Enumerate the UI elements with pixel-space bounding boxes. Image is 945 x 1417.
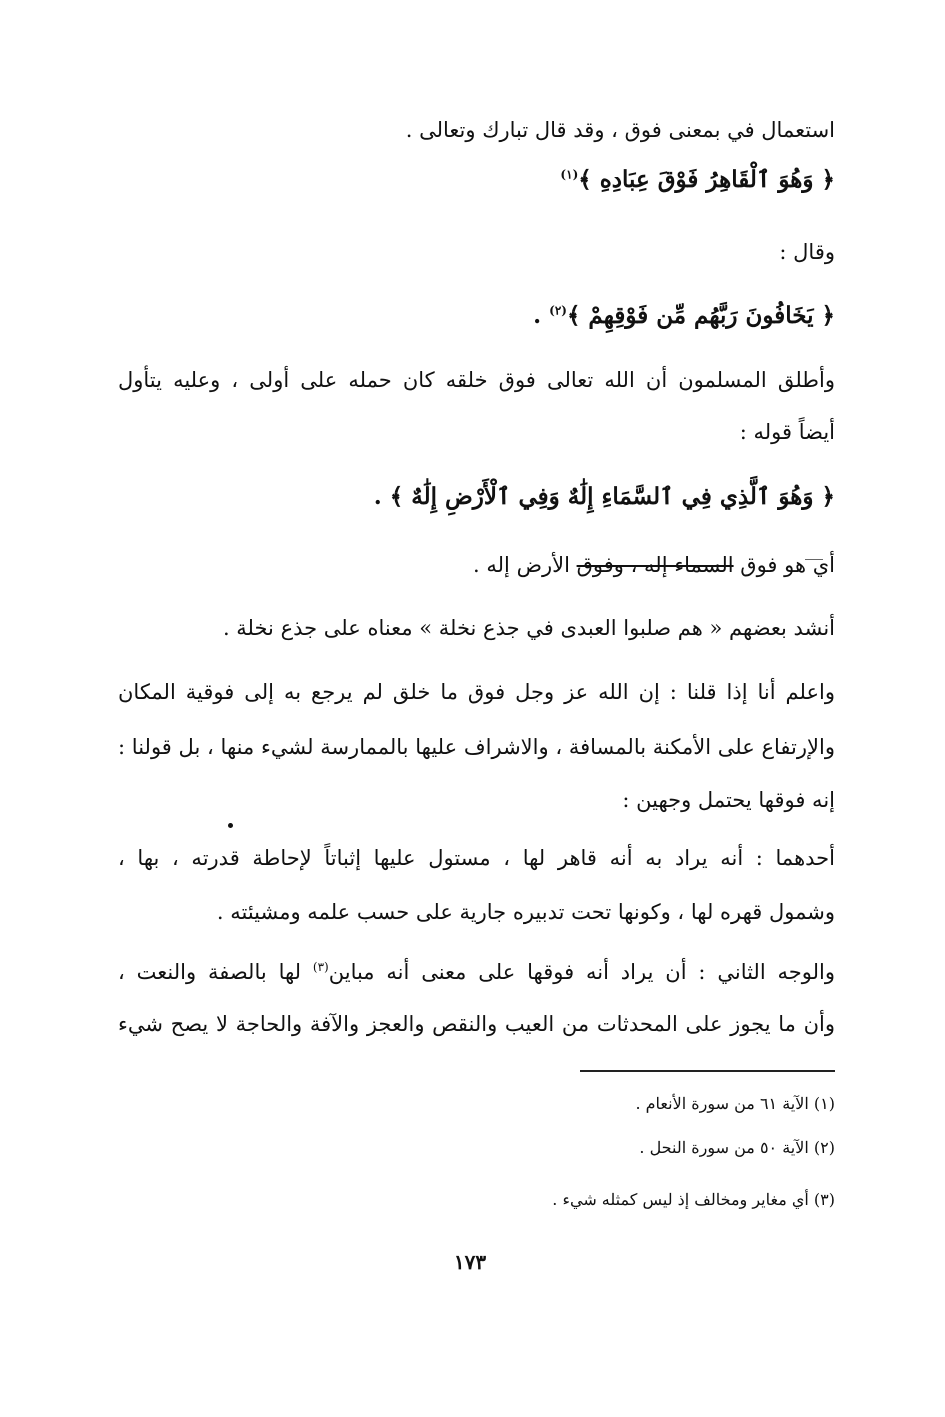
text-line: [406, 118, 835, 142]
text-line: [740, 420, 835, 444]
verse-text: ﴿ وَهُوَ ٱلَّذِي فِي ٱلسَّمَاءِ إِلَٰهٌ وَفِي ٱلْأَرْضِ إِلَٰهٌ ﴾ .: [373, 483, 835, 510]
text-line: [779, 240, 835, 264]
text-line: [223, 616, 835, 640]
line-text: وشمول قهره لها ، وكونها تحت تدبيره جارية على حسب علمه ومشيئته .: [216, 900, 835, 924]
quran-verse: [374, 483, 835, 510]
text-line: [473, 553, 835, 577]
quran-verse: [533, 302, 835, 329]
footnote-separator: [580, 1070, 835, 1072]
text-line: [118, 960, 835, 984]
footnote-text: (١) الآية ٦١ من سورة الأنعام .: [635, 1094, 835, 1113]
text-line: [118, 1012, 835, 1036]
verse-text: ﴿ يَخَافُونَ رَبَّهُم مِّن فَوْقِهِمْ ﴾: [566, 302, 835, 329]
line-text: وأن ما يجوز على المحدثات من العيب والنقص والعجز والآفة والحاجة لا يصح شيء: [118, 1012, 835, 1036]
text-line: [118, 680, 835, 704]
footnote-marker: (١): [560, 167, 579, 182]
line-text: لها بالصفة والنعت ،: [118, 960, 313, 984]
footnote: [635, 1094, 835, 1113]
footnote: [552, 1190, 835, 1209]
line-text: والإرتفاع على الأمكنة بالمسافة ، والاشراف عليها بالممارسة لشيء منها ، بل قولنا :: [118, 735, 835, 759]
footnote-marker: (٣): [312, 960, 329, 974]
text-line: [622, 788, 835, 812]
footnote: [639, 1138, 835, 1157]
line-text: واعلم أنا إذا قلنا : إن الله عز وجل فوق ما خلق لم يرجع به إلى فوقية المكان: [118, 680, 835, 704]
line-text: والوجه الثاني : أن يراد أنه فوقها على معنى أنه مباين: [328, 960, 835, 984]
footnote-marker: (٢): [549, 303, 567, 318]
line-text: أنشد بعضهم « هم صلبوا العبدى في جذع نخلة » معناه على جذع نخلة .: [222, 616, 835, 640]
line-text: إنه فوقها يحتمل وجهين :: [622, 788, 835, 812]
quran-verse: [560, 166, 835, 193]
text-line: [217, 900, 835, 924]
footnote-text: (٢) الآية ٥٠ من سورة النحل .: [639, 1138, 835, 1157]
line-text: وأطلق المسلمون أن الله تعالى فوق خلقه كان حمله على أولى ، وعليه يتأول: [118, 368, 835, 392]
line-text: استعمال في بمعنى فوق ، وقد قال تبارك وتعالى .: [405, 118, 835, 142]
struck-text: السماء إله ، وفوق: [576, 553, 734, 577]
verse-end: .: [533, 302, 550, 329]
line-text: أي هو فوق: [733, 553, 835, 577]
ink-dot: [228, 823, 233, 828]
text-line: [118, 846, 835, 870]
line-text: أيضاً قوله :: [739, 420, 835, 444]
footnote-text: (٣) أي مغاير ومخالف إذ ليس كمثله شيء .: [552, 1190, 835, 1209]
text-line: [118, 368, 835, 392]
verse-text: ﴿ وَهُوَ ٱلْقَاهِرُ فَوْقَ عِبَادِهِ ﴾: [578, 166, 835, 193]
text-line: [118, 735, 835, 759]
page-number: ١٧٣: [453, 1250, 487, 1274]
line-text: الأرض إله .: [473, 553, 577, 577]
line-text: وقال :: [779, 240, 835, 264]
line-text: أحدهما : أنه يراد به أنه قاهر لها ، مستول عليها إثباتاً لإحاطة قدرته ، بها ،: [118, 846, 835, 870]
